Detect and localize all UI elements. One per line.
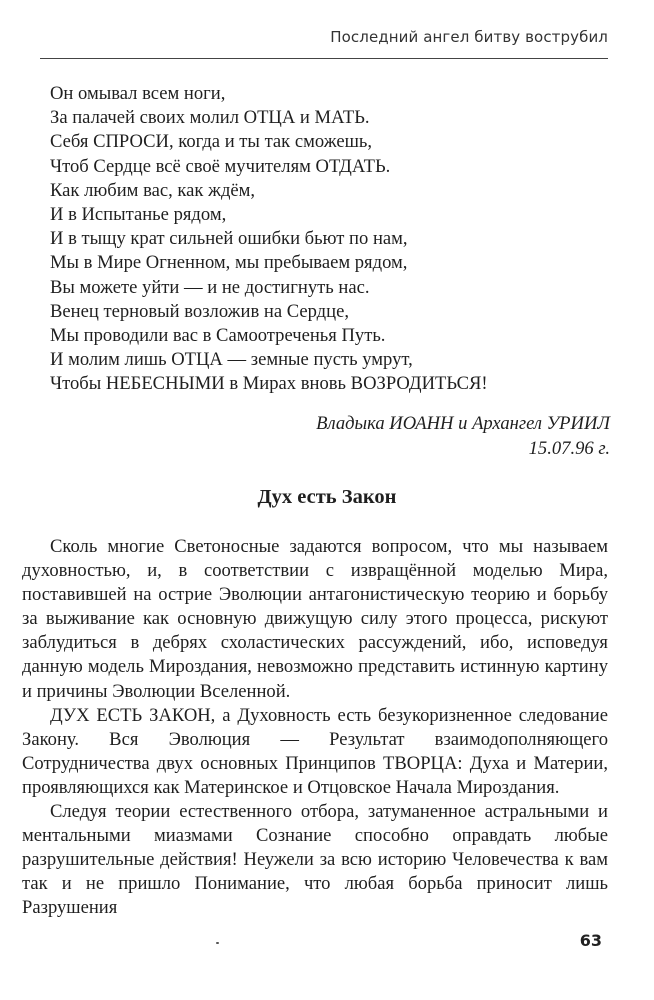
poem-line: Чтоб Сердце всё своё мучителям ОТДАТЬ. bbox=[50, 155, 391, 177]
poem-line: Мы проводили вас в Самоотреченья Путь. bbox=[50, 325, 386, 347]
page-number: 63 bbox=[579, 931, 602, 950]
poem-line: И в тыщу крат сильней ошибки бьют по нам, bbox=[50, 228, 408, 250]
poem-line: За палачей своих молил ОТЦА и МАТЬ. bbox=[50, 107, 370, 129]
paragraph: ДУХ ЕСТЬ ЗАКОН, а Духовность есть безукоризненное следование Закону. Вся Эволюция — Результат взаимодополняющего Сотрудничества двух основных Принципов ТВОРЦА: Духа и Материи, проявляющихся как Материнское и Отцовское Начала Мироздания. bbox=[22, 704, 608, 798]
poem-line: Венец терновый возложив на Сердце, bbox=[50, 300, 349, 322]
poem-line: И в Испытанье рядом, bbox=[50, 204, 227, 226]
print-speck bbox=[216, 942, 219, 944]
poem-line: Мы в Мире Огненном, мы пребываем рядом, bbox=[50, 252, 408, 274]
paragraph: Сколь многие Светоносные задаются вопросом, что мы называем духовностью, и, в соответствии с извращённой моделью Мира, поставившей на острие Эволюции антагонистическую теорию и борьбу за выживание как основную движущую силу этого процесса, рискуют заблудиться в дебрях схоластических рассуждений, ибо, исповедуя данную модель Мироздания, невозможно представить истинную картину и причины Эволюции Вселенной. bbox=[22, 536, 608, 702]
section-title: Дух есть Закон bbox=[257, 486, 397, 508]
running-header: Последний ангел битву вострубил bbox=[330, 28, 608, 46]
signature bbox=[316, 412, 610, 461]
poem-line: И молим лишь ОТЦА — земные пусть умрут, bbox=[50, 349, 413, 371]
signature-authors: Владыка ИОАНН и Архангел УРИИЛ bbox=[316, 413, 610, 434]
poem-line: Чтобы НЕБЕСНЫМИ в Мирах вновь ВОЗРОДИТЬСЯ! bbox=[50, 373, 488, 395]
poem-line: Себя СПРОСИ, когда и ты так сможешь, bbox=[50, 131, 373, 153]
signature-date: 15.07.96 г. bbox=[528, 437, 610, 459]
header-rule bbox=[40, 58, 608, 59]
paragraph: Следуя теории естественного отбора, затуманенное астральными и ментальными миазмами Сознание способно оправдать любые разрушительные действия! Неужели за всю историю Человечества к вам так и не пришло Понимание, что любая борьба приносит лишь Разрушения bbox=[22, 801, 608, 919]
poem bbox=[50, 82, 488, 397]
poem-line: Как любим вас, как ждём, bbox=[50, 179, 256, 201]
poem-line: Он омывал всем ноги, bbox=[50, 83, 226, 104]
poem-line: Вы можете уйти — и не достигнуть нас. bbox=[50, 276, 370, 298]
section-body bbox=[22, 535, 608, 921]
